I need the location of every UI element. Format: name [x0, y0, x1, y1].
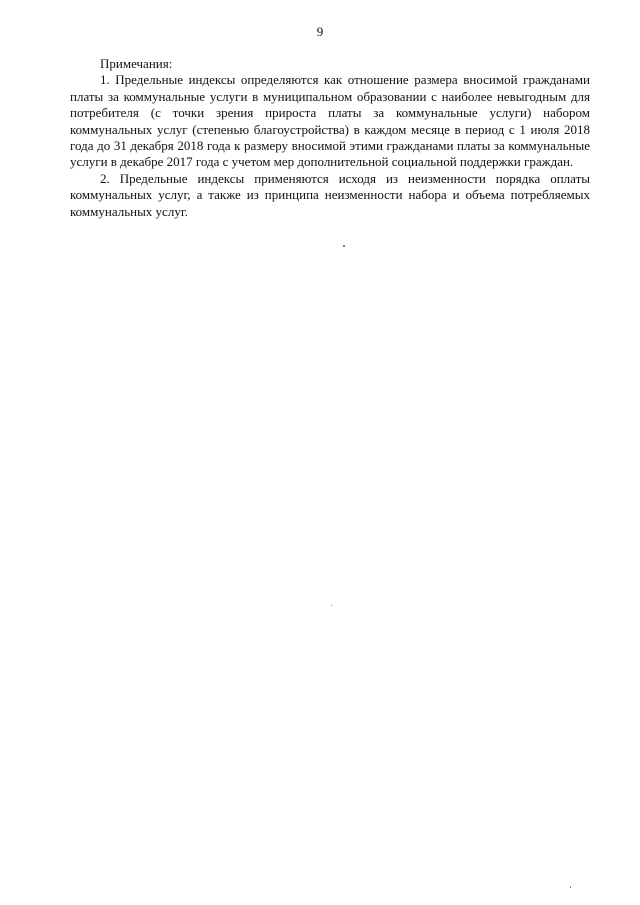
- page-number: 9: [316, 24, 324, 39]
- scan-speck: [343, 245, 345, 247]
- note-item-2: 2. Предельные индексы применяются исходя из неизменности порядка оплаты коммунальных услуг, а также из принципа неизменности набора и объема потребляемых коммунальных услуг.: [70, 170, 590, 219]
- notes-heading: Примечания:: [100, 56, 173, 71]
- scan-speck: [570, 886, 571, 888]
- notes-section: [70, 56, 590, 220]
- scan-speck: [331, 605, 332, 606]
- note-item-1: 1. Предельные индексы определяются как отношение размера вносимой гражданами платы за коммунальные услуги в муниципальном образовании с наиболее невыгодным для потребителя (с точки зрения прироста платы за коммунальные услуги) набором коммунальных услуг (степенью благоустройства) в каждом месяце в период с 1 июля 2018 года до 31 декабря 2018 года к размеру вносимой этими гражданами платы за коммунальные услуги в декабре 2017 года с учетом мер дополнительной социальной поддержки граждан.: [70, 72, 590, 170]
